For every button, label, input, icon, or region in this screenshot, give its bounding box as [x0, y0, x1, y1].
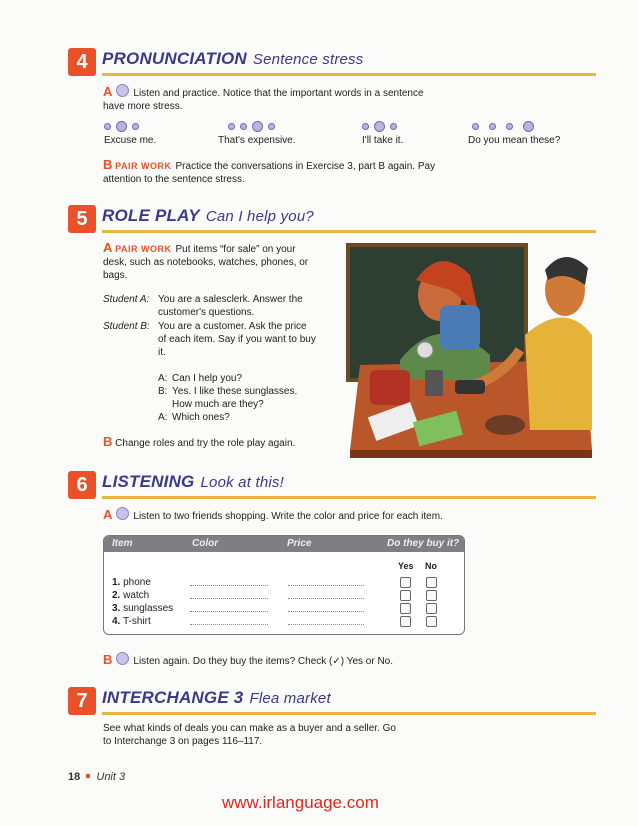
divider: [102, 73, 596, 76]
instruction-text: Listen and practice. Notice that the important words in a sentence have more stress.: [103, 88, 424, 112]
item-number: 2.: [112, 590, 121, 601]
item-name: watch: [123, 590, 150, 601]
no-checkbox[interactable]: [426, 577, 437, 588]
table-row: [112, 615, 452, 628]
exercise-5a: [103, 241, 318, 282]
phrase: Do you mean these?: [468, 135, 561, 146]
yes-checkbox[interactable]: [400, 616, 411, 627]
column-header: Item: [112, 538, 133, 549]
table-row: [112, 576, 452, 589]
price-blank[interactable]: [288, 598, 364, 599]
section-subtitle: Flea market: [249, 690, 331, 707]
exercise-4a: [103, 84, 433, 113]
section-7-header: [68, 687, 596, 715]
yes-checkbox[interactable]: [400, 603, 411, 614]
no-checkbox[interactable]: [426, 603, 437, 614]
item-number: 1.: [112, 577, 121, 588]
table-row: [112, 602, 452, 615]
exercise-6b: [103, 652, 503, 668]
watermark-link[interactable]: www.irlanguage.com: [222, 793, 379, 812]
no-checkbox[interactable]: [426, 616, 437, 627]
divider: [102, 496, 596, 499]
student-a-label: Student A:: [103, 294, 150, 305]
phrase: That's expensive.: [218, 135, 296, 146]
student-a-text: You are a salesclerk. Answer the customer's questions.: [158, 294, 303, 318]
interchange-text: See what kinds of deals you can make as a buyer and a seller. Go to Interchange 3 on pages 116–117.: [103, 723, 396, 747]
section-title: INTERCHANGE 3: [102, 688, 244, 707]
dialog-line: Can I help you?: [172, 373, 243, 384]
divider: [102, 230, 596, 233]
instruction-text: Put items “for sale” on your desk, such as notebooks, watches, phones, or bags.: [103, 244, 309, 281]
column-header: Do they buy it?: [387, 538, 460, 549]
section-title: LISTENING: [102, 472, 195, 491]
pair-work-label: PAIR WORK: [115, 244, 172, 254]
yes-checkbox[interactable]: [400, 577, 411, 588]
exercise-letter: B: [103, 652, 113, 667]
audio-icon[interactable]: [116, 507, 129, 520]
exercise-4b: [103, 158, 443, 186]
table-header: [104, 536, 464, 552]
section-number: 4: [68, 48, 96, 76]
section-subtitle: Sentence stress: [252, 51, 364, 68]
item-name: T-shirt: [122, 616, 151, 627]
student-b-label: Student B:: [103, 321, 150, 332]
section-subtitle: Look at this!: [200, 474, 284, 491]
color-blank[interactable]: [190, 611, 268, 612]
price-blank[interactable]: [288, 585, 364, 586]
student-b-text: You are a customer. Ask the price of each item. Say if you want to buy it.: [158, 321, 316, 358]
color-blank[interactable]: [190, 624, 268, 625]
item-name: sunglasses: [123, 603, 174, 614]
section-number: 5: [68, 205, 96, 233]
exercise-6a: [103, 507, 503, 523]
price-blank[interactable]: [288, 624, 364, 625]
section-number: 7: [68, 687, 96, 715]
section-title: PRONUNCIATION: [102, 49, 247, 68]
phrase: Excuse me.: [104, 135, 157, 146]
instruction-text: Listen again. Do they buy the items? Check (✓) Yes or No.: [133, 656, 394, 667]
listening-table: [103, 535, 465, 635]
exercise-letter: A: [103, 84, 113, 99]
instruction-text: Change roles and try the role play again.: [115, 438, 296, 449]
dialog-line: Which ones?: [172, 412, 230, 423]
section-title: ROLE PLAY: [102, 206, 200, 225]
audio-icon[interactable]: [116, 652, 129, 665]
page-footer: [68, 771, 125, 783]
section-5-header: [68, 205, 596, 233]
yes-checkbox[interactable]: [400, 590, 411, 601]
exercise-letter: B: [103, 157, 113, 172]
color-blank[interactable]: [190, 598, 268, 599]
price-blank[interactable]: [288, 611, 364, 612]
divider: [102, 712, 596, 715]
section-number: 6: [68, 471, 96, 499]
instruction-text: Listen to two friends shopping. Write the color and price for each item.: [133, 511, 443, 522]
table-row: [112, 589, 452, 602]
section-subtitle: Can I help you?: [205, 208, 314, 225]
phrase: I'll take it.: [362, 135, 404, 146]
no-checkbox[interactable]: [426, 590, 437, 601]
exercise-letter: B: [103, 434, 113, 449]
dialog-speaker: A:: [158, 373, 168, 384]
page-number: 18: [68, 771, 81, 783]
yes-label: Yes: [398, 561, 414, 571]
exercise-letter: A: [103, 507, 113, 522]
item-number: 3.: [112, 603, 121, 614]
column-header: Price: [287, 538, 312, 549]
audio-icon[interactable]: [116, 84, 129, 97]
footer-bullet: [86, 774, 90, 778]
section-4-header: [68, 48, 596, 76]
section-6-header: [68, 471, 596, 499]
shopping-illustration: [330, 240, 596, 460]
column-header: Color: [192, 538, 219, 549]
dialog-speaker: A:: [158, 412, 168, 423]
exercise-letter: A: [103, 240, 113, 255]
exercise-5b: [103, 435, 333, 450]
instruction-text: Practice the conversations in Exercise 3, part B again. Pay attention to the sentence stress.: [103, 161, 436, 185]
pair-work-label: PAIR WORK: [115, 161, 172, 171]
color-blank[interactable]: [190, 585, 268, 586]
no-label: No: [425, 561, 437, 571]
item-number: 4.: [112, 616, 121, 627]
item-name: phone: [123, 577, 151, 588]
unit-label: Unit 3: [96, 771, 126, 783]
dialog-line: Yes. I like these sunglasses. How much are they?: [172, 386, 298, 410]
dialog-speaker: B:: [158, 386, 168, 397]
